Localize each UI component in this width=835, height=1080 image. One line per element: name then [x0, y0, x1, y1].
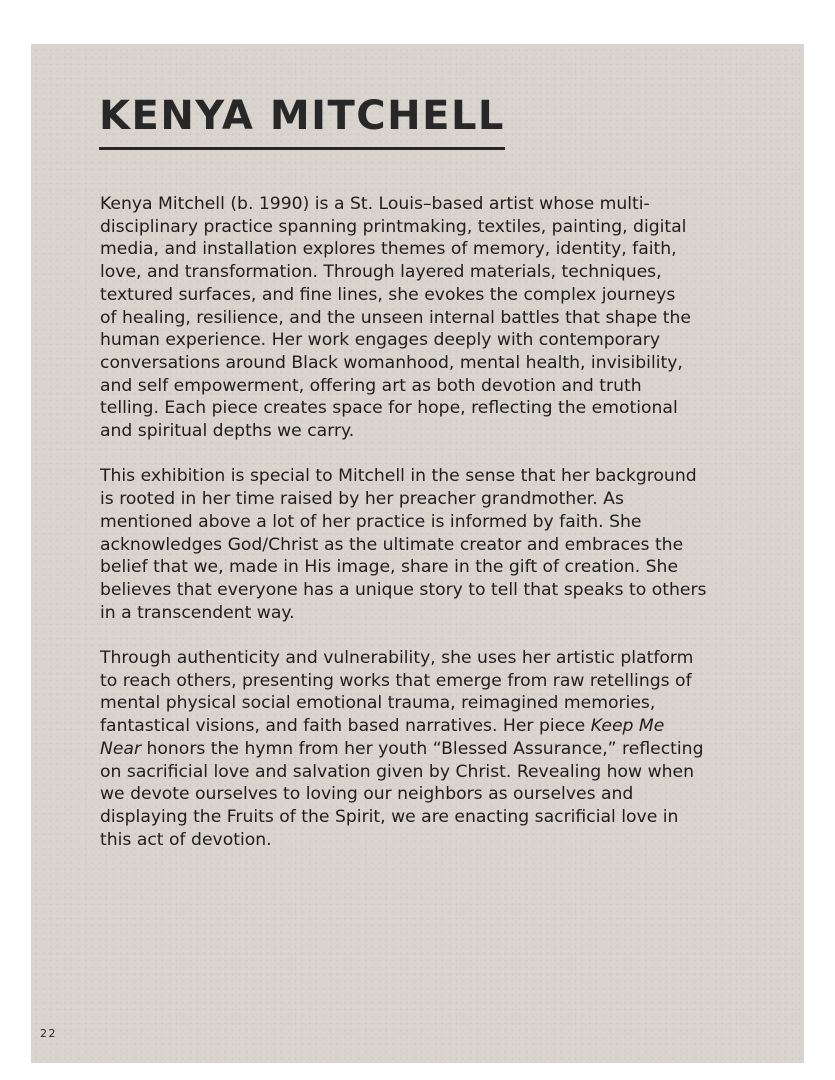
text-line: mentioned above a lot of her practice is informed by faith. She	[100, 511, 642, 532]
text-line: and spiritual depths we carry.	[100, 421, 355, 442]
text-line: love, and transformation. Through layered materials, techniques,	[100, 262, 662, 283]
text-line: we devote ourselves to loving our neighbors as ourselves and	[100, 784, 634, 805]
text-line: this act of devotion.	[100, 829, 272, 850]
text-segment: honors the hymn from her youth “Blessed Assurance,” reflecting	[146, 738, 704, 759]
text-line: mental physical social emotional trauma, reimagined memories,	[100, 693, 656, 714]
text-line: to reach others, presenting works that emerge from raw retellings of	[100, 670, 692, 691]
artwork-title: Keep Me	[590, 716, 665, 737]
text-line: acknowledges God/Christ as the ultimate creator and embraces the	[100, 534, 684, 555]
bio-paragraph-1	[100, 193, 740, 443]
text-line: displaying the Fruits of the Spirit, we are enacting sacrificial love in	[100, 806, 679, 827]
text-line: is rooted in her time raised by her preacher grandmother. As	[100, 489, 624, 510]
page-number: 22	[40, 1027, 57, 1040]
text-segment: fantastical visions, and faith based narratives. Her piece	[100, 716, 586, 737]
text-line	[100, 715, 740, 738]
text-line: media, and installation explores themes of memory, identity, faith,	[100, 239, 677, 260]
bio-paragraph-3	[100, 647, 740, 851]
text-line: This exhibition is special to Mitchell in the sense that her background	[100, 466, 697, 487]
text-line: Kenya Mitchell (b. 1990) is a St. Louis–based artist whose multi-	[100, 194, 650, 214]
text-line: and self empowerment, offering art as both devotion and truth	[100, 375, 642, 396]
text-line: belief that we, made in His image, share in the gift of creation. She	[100, 557, 679, 578]
text-line: telling. Each piece creates space for hope, reflecting the emotional	[100, 398, 678, 419]
text-line: on sacrificial love and salvation given by Christ. Revealing how when	[100, 761, 695, 782]
text-line: textured surfaces, and fine lines, she evokes the complex journeys	[100, 284, 676, 305]
text-line: in a transcendent way.	[100, 602, 295, 623]
artist-bio	[100, 193, 740, 874]
text-line: disciplinary practice spanning printmaking, textiles, painting, digital	[100, 216, 687, 237]
text-line: believes that everyone has a unique story to tell that speaks to others	[100, 579, 707, 600]
page-title: KENYA MITCHELL	[99, 87, 505, 150]
text-line: conversations around Black womanhood, mental health, invisibility,	[100, 352, 683, 373]
text-line	[100, 738, 740, 761]
text-line: human experience. Her work engages deeply with contemporary	[100, 330, 660, 351]
text-line: Through authenticity and vulnerability, she uses her artistic platform	[100, 648, 694, 669]
bio-paragraph-2	[100, 465, 740, 624]
text-line: of healing, resilience, and the unseen internal battles that shape the	[100, 307, 691, 328]
artwork-title: Near	[100, 738, 142, 759]
